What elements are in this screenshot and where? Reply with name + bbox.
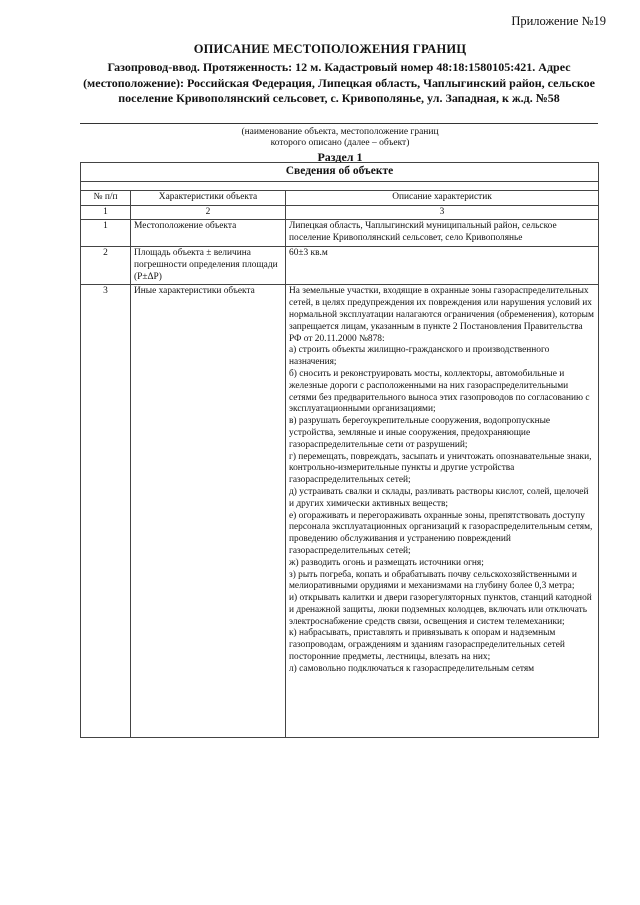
row-number: 3 (81, 285, 131, 738)
row-description (286, 285, 599, 738)
caption-line-2: которого описано (далее – объект) (270, 138, 410, 148)
title-underline (80, 123, 598, 124)
section-heading: Раздел 1 (317, 150, 363, 164)
restriction-item: б) сносить и реконструировать мосты, коллекторы, автомобильные и железные дороги с расположенными на них газораспределительными сетями без предварительного выноса этих газопроводов по согласованию с эксплуатационными организациями; (289, 368, 590, 415)
restriction-item: г) перемещать, повреждать, засыпать и уничтожать опознавательные знаки, контрольно-измерительные пункты и другие устройства газораспределительных сетей; (289, 451, 592, 486)
column-numbers (81, 205, 599, 220)
title-caption (90, 127, 590, 149)
restriction-item: а) строить объекты жилищно-гражданского и производственного назначения; (289, 345, 550, 368)
appendix-number: Приложение №19 (511, 14, 606, 28)
table-row (81, 246, 599, 284)
restriction-item: л) самовольно подключаться к газораспределительным сетям (289, 663, 535, 674)
restriction-intro: На земельные участки, входящие в охранные зоны газораспределительных сетей, в целях предупреждения их повреждения или нарушения условий их нормальной эксплуатации налагаются ограничения (обременения), которым запрещается лицам, указанным в пункте 2 Постановления Правительства РФ от 20.11.2000 №878: (289, 286, 594, 344)
row-number: 2 (81, 246, 131, 284)
restriction-item: в) разрушать берегоукрепительные сооружения, водопропускные устройства, земляные и иные сооружения, предохраняющие газораспределительные сети от разрушений; (289, 416, 551, 450)
table-row (81, 220, 599, 247)
object-info-table (80, 162, 599, 738)
column-headers (81, 190, 599, 205)
table-row (81, 285, 599, 738)
row-number: 1 (81, 220, 131, 247)
caption-line-1: (наименование объекта, местоположение границ (241, 127, 439, 137)
restriction-item: и) открывать калитки и двери газорегуляторных пунктов, станций катодной и дренажной защиты, люки подземных колодцев, включать или отключать электроснабжение средств связи, освещения и систем телемеханики; (289, 593, 592, 627)
object-description: Газопровод-ввод. Протяженность: 12 м. Кадастровый номер 48:18:1580105:421. Адрес (местоположение): Российская Федерация, Липецкая область, Чаплыгинский район, сельское поселение Кривополянский сельсовет, с. Кривополянье, ул. Западная, к ж.д. №58 (83, 60, 595, 105)
row-characteristic: Площадь объекта ± величина погрешности определения площади (Р±ΔР) (131, 246, 286, 284)
document-title: ОПИСАНИЕ МЕСТОПОЛОЖЕНИЯ ГРАНИЦ (193, 42, 467, 56)
row-characteristic: Местоположение объекта (131, 220, 286, 247)
restriction-item: к) набрасывать, приставлять и привязывать к опорам и надземным газопроводам, ограждениям и зданиям газораспределительных сетей посторонние предметы, лестницы, влезать на них; (289, 628, 565, 663)
column-header-number: № п/п (81, 190, 131, 205)
column-number-3: 3 (286, 205, 599, 220)
row-description: 60±3 кв.м (286, 246, 599, 284)
column-number-2: 2 (131, 205, 286, 220)
column-header-characteristic: Характеристики объекта (131, 190, 286, 205)
restriction-item: д) устраивать свалки и склады, разливать растворы кислот, солей, щелочей и других химически активных веществ; (289, 486, 589, 509)
restriction-item: з) рыть погреба, копать и обрабатывать почву сельскохозяйственными и мелиоративными орудиями и механизмами на глубину более 0,3 метра; (289, 569, 577, 592)
row-characteristic: Иные характеристики объекта (131, 285, 286, 738)
column-header-description: Описание характеристик (286, 190, 599, 205)
spacer-row (81, 181, 599, 190)
restriction-item: е) огораживать и перегораживать охранные зоны, препятствовать доступу персонала эксплуатационных организаций к газораспределительным сетям, проведению обслуживания и устранению повреждений газораспределительных сетей; (289, 510, 593, 556)
restriction-item: ж) разводить огонь и размещать источники огня; (289, 557, 484, 568)
table-title: Сведения об объекте (81, 163, 599, 182)
row-description: Липецкая область, Чаплыгинский муниципальный район, сельское поселение Кривополянский сельсовет, село Кривополянье (286, 220, 599, 247)
column-number-1: 1 (81, 205, 131, 220)
